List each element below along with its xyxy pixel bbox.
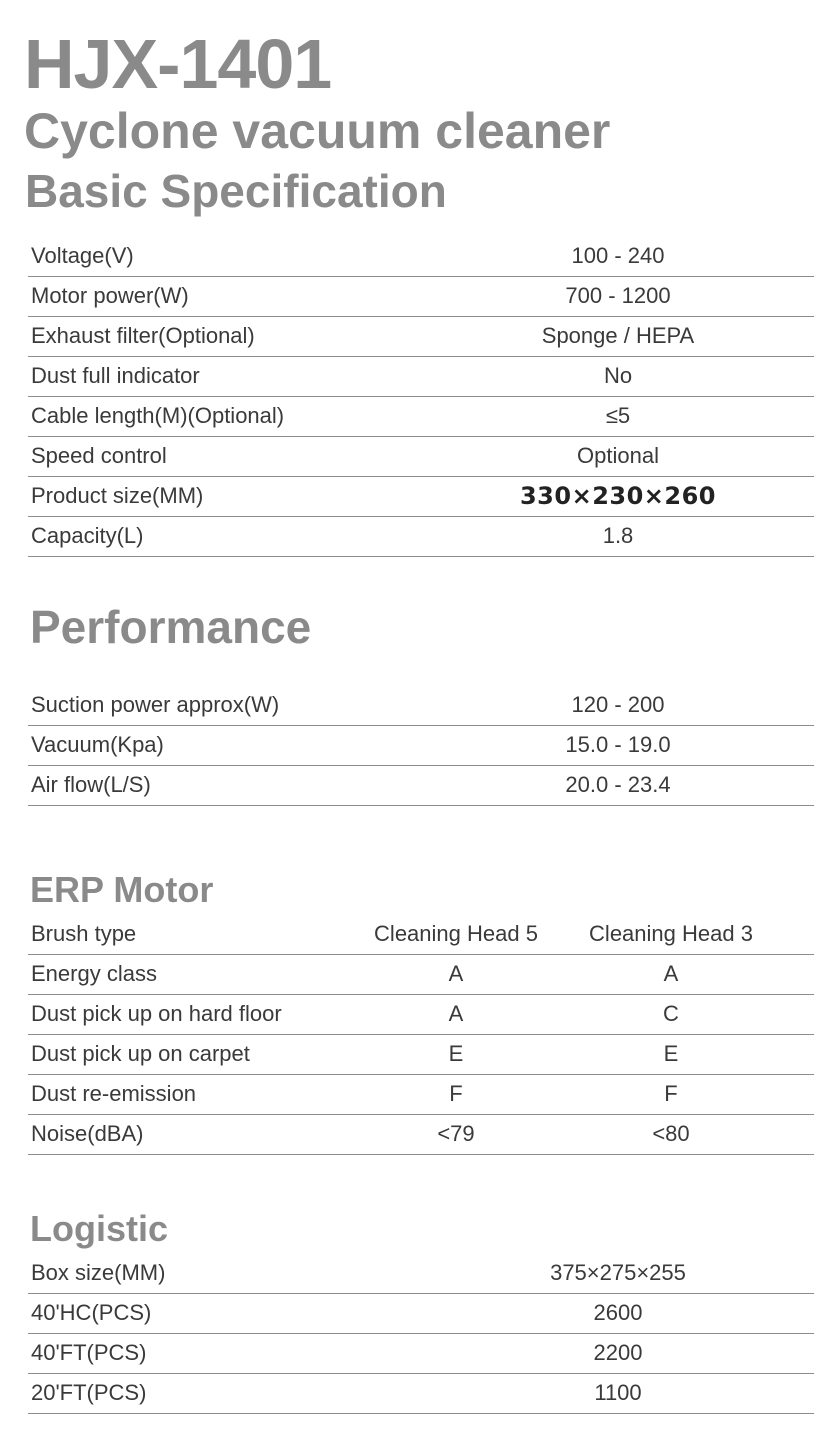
performance-row bbox=[28, 766, 814, 806]
spec-value: 100 - 240 bbox=[571, 243, 665, 268]
logistic-label: 40'FT(PCS) bbox=[31, 1340, 147, 1365]
erp-col2-value: E bbox=[663, 1041, 679, 1066]
performance-value: 15.0 - 19.0 bbox=[565, 732, 671, 757]
spec-row bbox=[28, 277, 814, 317]
spec-label: Capacity(L) bbox=[31, 523, 144, 548]
spec-row bbox=[28, 437, 814, 477]
logistic-value: 1100 bbox=[594, 1380, 642, 1405]
erp-label: Energy class bbox=[31, 961, 157, 986]
erp-header-col1: Cleaning Head 5 bbox=[374, 921, 538, 946]
logistic-row bbox=[28, 1254, 814, 1294]
performance-value: 120 - 200 bbox=[571, 692, 665, 717]
logistic-heading: Logistic bbox=[30, 1208, 169, 1249]
performance-label: Vacuum(Kpa) bbox=[31, 732, 164, 757]
basic-spec-table bbox=[28, 237, 814, 557]
performance-table bbox=[28, 686, 814, 806]
spec-row bbox=[28, 397, 814, 437]
spec-value: 1.8 bbox=[602, 523, 634, 548]
spec-label: Motor power(W) bbox=[31, 283, 189, 308]
logistic-value: 2200 bbox=[593, 1340, 643, 1365]
erp-col1-value: E bbox=[448, 1041, 464, 1066]
performance-label: Air flow(L/S) bbox=[31, 772, 151, 797]
spec-row bbox=[28, 517, 814, 557]
erp-label: Dust pick up on carpet bbox=[31, 1041, 250, 1066]
performance-value: 20.0 - 23.4 bbox=[565, 772, 671, 797]
performance-label: Suction power approx(W) bbox=[31, 692, 280, 717]
logistic-value: 375×275×255 bbox=[550, 1260, 686, 1285]
erp-motor-heading: ERP Motor bbox=[30, 869, 214, 910]
spec-row bbox=[28, 237, 814, 277]
spec-row bbox=[28, 357, 814, 397]
erp-col2-value: <80 bbox=[652, 1121, 690, 1146]
logistic-table bbox=[28, 1254, 814, 1414]
logistic-value: 2600 bbox=[593, 1300, 643, 1325]
erp-header-row bbox=[28, 915, 814, 955]
erp-label: Dust pick up on hard floor bbox=[31, 1001, 282, 1026]
erp-col1-value: A bbox=[448, 961, 464, 986]
erp-col1-value: A bbox=[448, 1001, 464, 1026]
spec-label: Exhaust filter(Optional) bbox=[31, 323, 255, 348]
performance-row bbox=[28, 726, 814, 766]
erp-col1-value: F bbox=[449, 1081, 463, 1106]
product-title: Cyclone vacuum cleaner bbox=[24, 103, 611, 159]
spec-value: Optional bbox=[577, 443, 659, 468]
erp-label: Noise(dBA) bbox=[31, 1121, 144, 1146]
spec-value: Sponge / HEPA bbox=[541, 323, 695, 348]
spec-value: No bbox=[603, 363, 633, 388]
erp-label: Dust re-emission bbox=[31, 1081, 197, 1106]
performance-row bbox=[28, 686, 814, 726]
erp-row bbox=[28, 1075, 814, 1115]
performance-heading: Performance bbox=[30, 601, 312, 653]
logistic-row bbox=[28, 1294, 814, 1334]
spec-value: 330×230×260 bbox=[519, 482, 716, 510]
logistic-label: 40'HC(PCS) bbox=[31, 1300, 152, 1325]
logistic-row bbox=[28, 1334, 814, 1374]
spec-value: 700 - 1200 bbox=[565, 283, 671, 308]
erp-col1-value: <79 bbox=[437, 1121, 475, 1146]
erp-header-label: Brush type bbox=[31, 921, 137, 946]
erp-col2-value: A bbox=[663, 961, 679, 986]
erp-header-col2: Cleaning Head 3 bbox=[589, 921, 753, 946]
erp-row bbox=[28, 995, 814, 1035]
erp-motor-table bbox=[28, 915, 814, 1155]
spec-label: Dust full indicator bbox=[31, 363, 200, 388]
erp-row bbox=[28, 1115, 814, 1155]
logistic-label: Box size(MM) bbox=[31, 1260, 166, 1285]
basic-spec-heading: Basic Specification bbox=[25, 165, 447, 217]
erp-row bbox=[28, 1035, 814, 1075]
logistic-row bbox=[28, 1374, 814, 1414]
spec-row bbox=[28, 317, 814, 357]
spec-label: Voltage(V) bbox=[31, 243, 134, 268]
spec-row bbox=[28, 477, 814, 517]
spec-label: Cable length(M)(Optional) bbox=[31, 403, 285, 428]
logistic-label: 20'FT(PCS) bbox=[31, 1380, 147, 1405]
spec-value: ≤5 bbox=[605, 403, 631, 428]
spec-label: Product size(MM) bbox=[31, 483, 204, 508]
erp-col2-value: F bbox=[664, 1081, 678, 1106]
erp-row bbox=[28, 955, 814, 995]
spec-label: Speed control bbox=[31, 443, 167, 468]
erp-col2-value: C bbox=[663, 1001, 679, 1026]
model-title: HJX-1401 bbox=[24, 25, 332, 103]
